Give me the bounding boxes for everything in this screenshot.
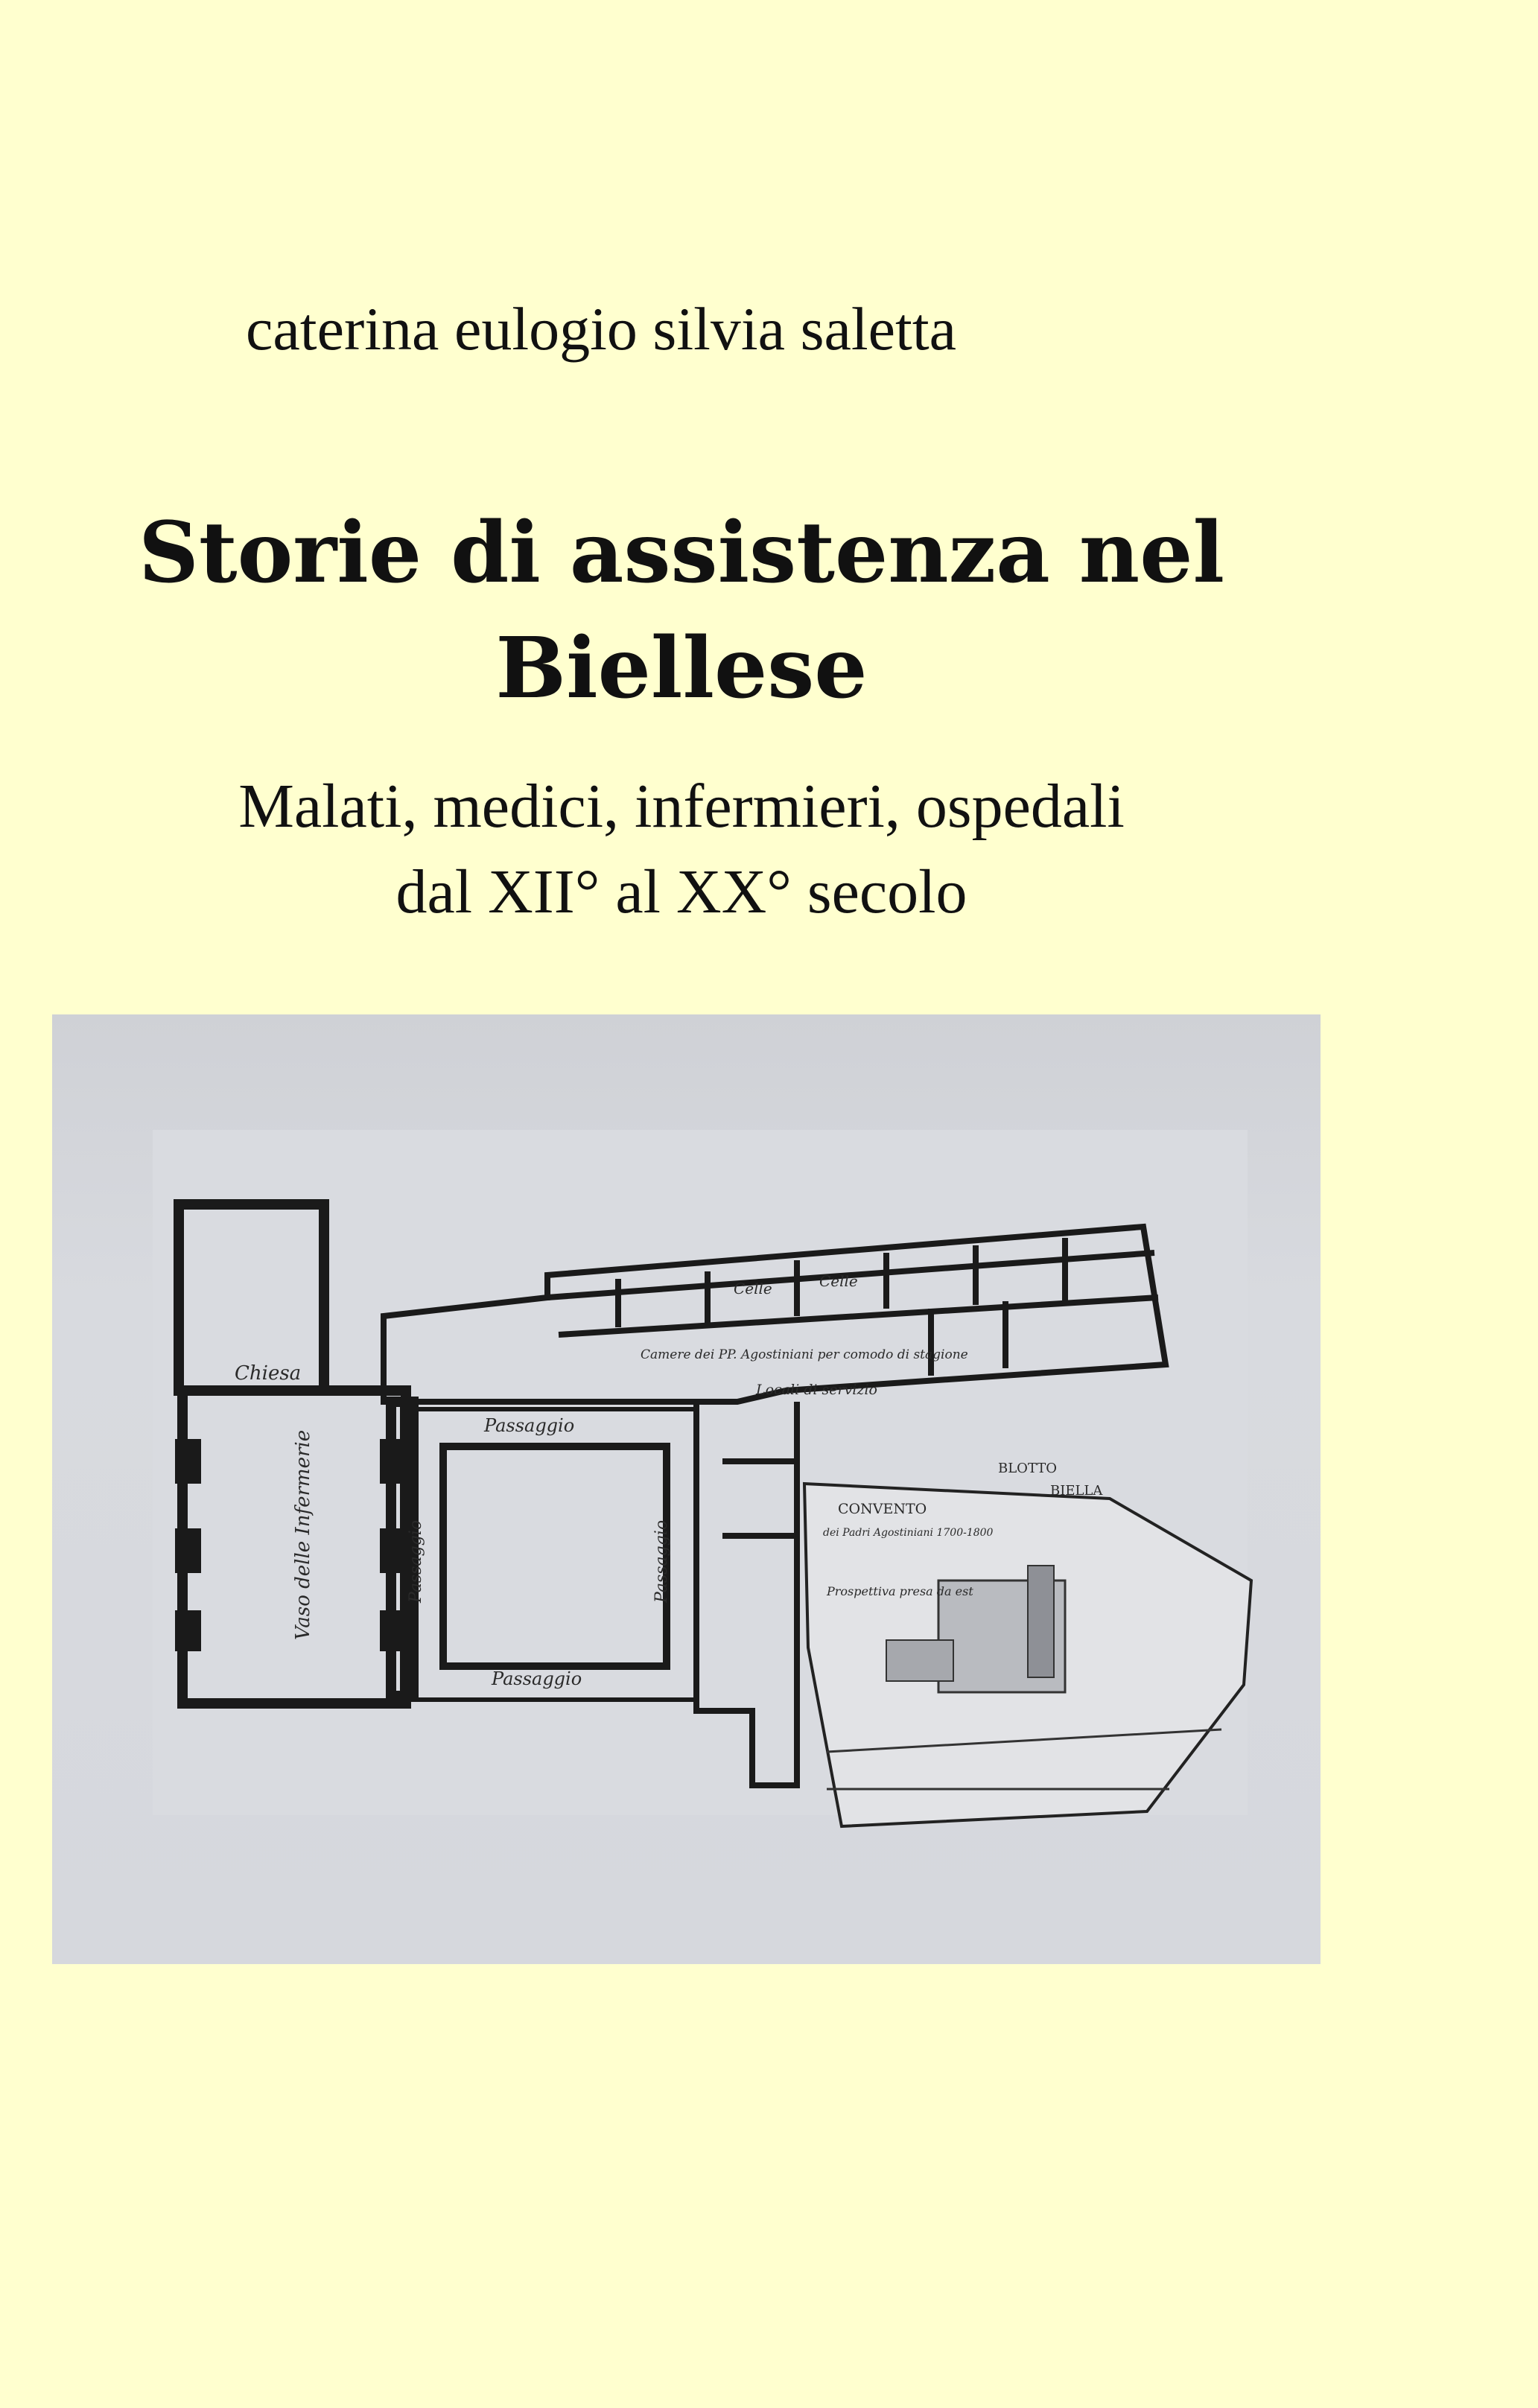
label-biella: BIELLA [1050,1483,1103,1499]
book-title-line-1: Storie di assistenza nel [138,504,1225,602]
label-prospettiva: Prospettiva presa da est [827,1584,973,1598]
label-celle-1: Celle [734,1280,772,1297]
book-subtitle-line-1: Malati, medici, infermieri, ospedali [238,772,1125,841]
label-passaggio-bottom: Passaggio [492,1668,582,1689]
floor-plan-photo [52,1014,1321,1964]
author-name: caterina eulogio silvia saletta [246,295,957,363]
label-borgo: BLOTTO [998,1461,1058,1476]
label-passaggio-top: Passaggio [484,1415,575,1436]
label-passaggio-left: Passaggio [407,1519,425,1603]
label-convento-sub: dei Padri Agostiniani 1700-1800 [823,1527,994,1539]
label-locali: Locali di servizio [756,1382,877,1398]
floor-plan-drawing [52,1014,1321,1964]
label-passaggio-right: Passaggio [652,1519,671,1603]
label-camere: Camere dei PP. Agostiniani per comodo di stagione [641,1347,968,1362]
label-celle-2: Celle [819,1272,858,1290]
book-title-line-2: Biellese [495,620,868,717]
label-chiesa: Chiesa [235,1362,302,1385]
label-convento: CONVENTO [838,1501,927,1517]
label-vaso: Vaso delle Infermerie [292,1429,314,1640]
book-subtitle-line-2: dal XII° al XX° secolo [395,857,967,927]
